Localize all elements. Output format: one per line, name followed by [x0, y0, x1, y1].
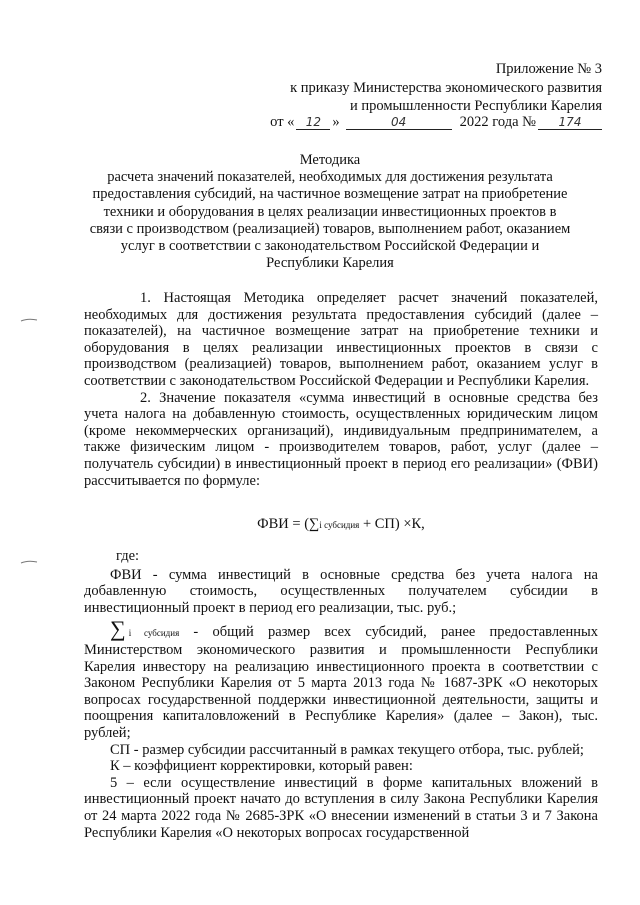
title-word: Методика: [299, 152, 361, 168]
title-line: расчета значений показателей, необходимых для достижения результата: [107, 169, 553, 186]
body-text-top: [84, 290, 598, 489]
date-mid: »: [332, 114, 340, 130]
sigma-symbol: ∑: [110, 616, 126, 642]
sigma-text: - общий размер всех субсидий, ранее предоставленных Министерством экономического развития и промышленности Республики Карелия инвестору на реализацию инвестиционного проекта в соответствии с Законом Республики Карелия от 5 марта 2013 года № 1687-ЗРК «О некоторых вопросах государственной поддержки инвестиционной деятельности, защиты и поощрения капиталовложений в Республике Карелия» (далее – Закон), тыс. рублей;: [84, 624, 598, 741]
title-line: услуг в соответствии с законодательством Российской Федерации и: [120, 238, 540, 255]
def-k5: 5 – если осуществление инвестиций в форме капитальных вложений в инвестиционный проект начато до вступления в силу Закона Республики Карелия от 24 марта 2022 года № 2685-ЗРК «О внесении изменений в статьи 3 и 7 Закона Республики Карелия «О некоторых вопросах государственной: [84, 774, 598, 841]
title-line: Республики Карелия: [266, 255, 394, 272]
title-line: предоставления субсидий, на частичное возмещение затрат на приобретение: [92, 186, 568, 203]
paragraph-2: 2. Значение показателя «сумма инвестиций в основные средства без учета налога на добавленную стоимость, осуществленных юридическим лицом (кроме некоммерческих организаций), индивидуальным предпринимателем, а также физическим лицом - производителем товаров, работ, услуг (далее – получатель субсидии) в инвестиционный проект в период его реализации» (ФВИ) рассчитывается по формуле:: [84, 389, 598, 489]
handwritten-month: 04: [346, 115, 452, 130]
def-fvi: ФВИ - сумма инвестиций в основные средства без учета налога на добавленную стоимость, осуществленных получателем субсидии в инвестиционный проект в период его реализации, тыс. руб.;: [84, 566, 598, 616]
margin-mark: [20, 560, 38, 562]
handwritten-day: 12: [296, 115, 330, 130]
formula: [84, 516, 598, 533]
body-text-defs: [84, 548, 598, 841]
where-label: где:: [116, 548, 140, 564]
order-date-line: [270, 114, 602, 130]
def-k: К – коэффициент корректировки, который равен:: [110, 758, 413, 775]
def-sp: СП - размер субсидии рассчитанный в рамках текущего отбора, тыс. рублей;: [110, 741, 584, 758]
formula-sub: i субсидия: [319, 520, 360, 530]
handwritten-number: 174: [538, 115, 602, 130]
document-title: [60, 152, 600, 272]
title-line: связи с производством (реализацией) товаров, выполнением работ, оказанием: [89, 220, 571, 237]
year-text: 2022 года №: [459, 114, 536, 130]
appendix-label: Приложение № 3: [495, 61, 602, 77]
def-sigma: [84, 616, 598, 741]
order-line-1: к приказу Министерства экономического развития: [290, 80, 602, 96]
sigma-sub: i субсидия: [128, 628, 180, 639]
title-line: техники и оборудования в целях реализации инвестиционных проектов в: [103, 203, 557, 220]
formula-left: ФВИ = (∑: [257, 516, 320, 532]
paragraph-1: 1. Настоящая Методика определяет расчет значений показателей, необходимых для достижения результата предоставления субсидий (далее – показателей), на частичное возмещение затрат на приобретение техники и оборудования в целях реализации инвестиционных проектов в связи с производством (реализацией) товаров, выполнением работ, оказанием услуг в соответствии с законодательством Российской Федерации и Республики Карелия.: [84, 290, 598, 389]
date-prefix: от «: [270, 114, 295, 130]
order-line-2: и промышленности Республики Карелия: [349, 98, 602, 114]
margin-mark: [20, 318, 38, 320]
formula-right: + СП) ×К,: [359, 516, 425, 532]
